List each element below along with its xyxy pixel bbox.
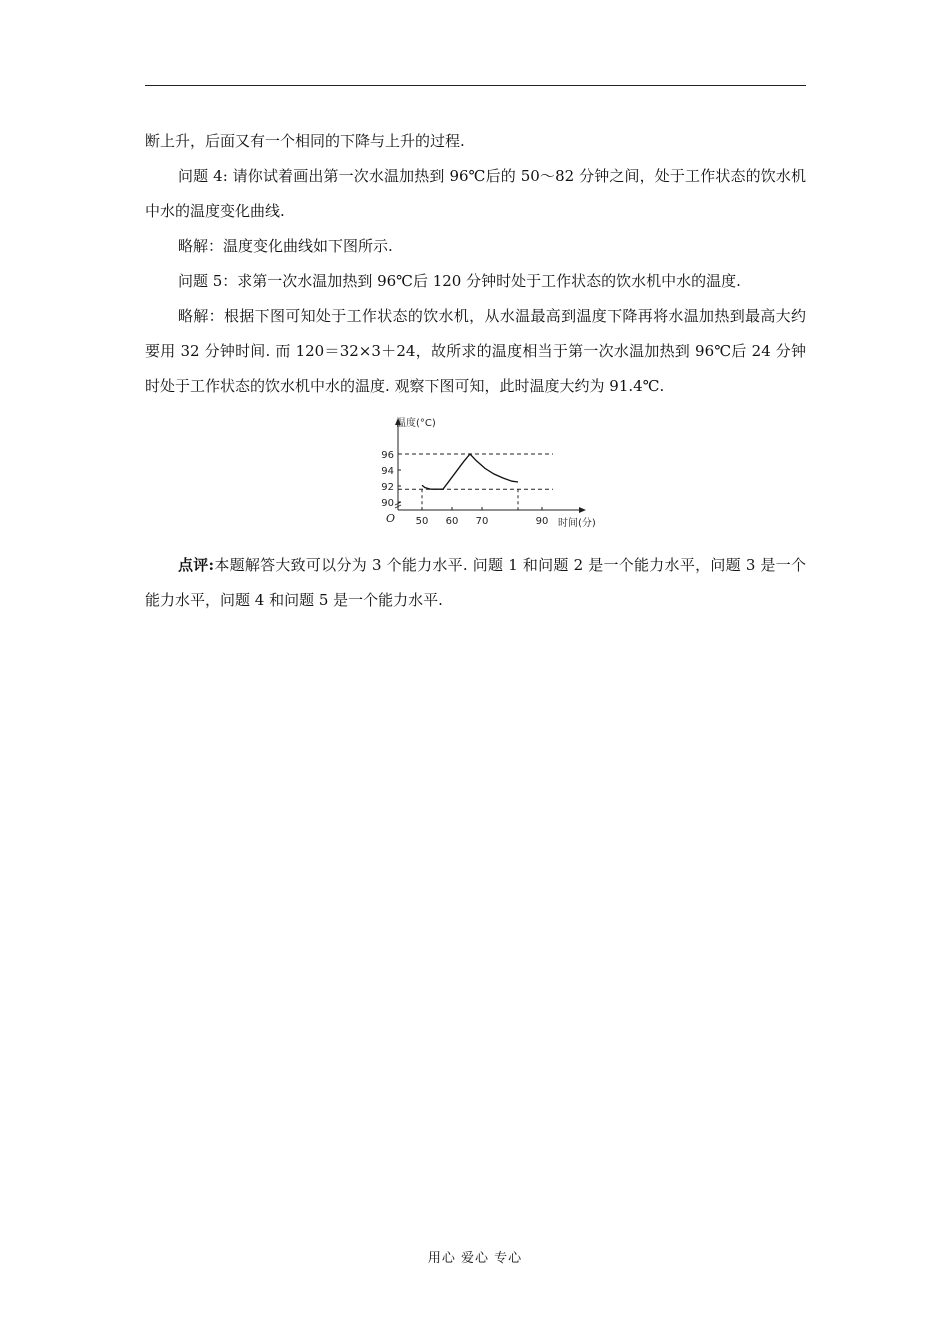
temperature-figure <box>145 412 806 542</box>
paragraph-question-4: 问题 4: 请你试着画出第一次水温加热到 96℃后的 50～82 分钟之间，处于工作状态的饮水机中水的温度变化曲线. <box>145 167 806 220</box>
comment-text: 本题解答大致可以分为 3 个能力水平. 问题 1 和问题 2 是一个能力水平，问题 3 是一个能力水平，问题 4 和问题 5 是一个能力水平. <box>145 556 807 609</box>
paragraph-answer-5: 略解：根据下图可知处于工作状态的饮水机，从水温最高到温度下降再将水温加热到最高大约要用 32 分钟时间. 而 120＝32×3＋24，故所求的温度相当于第一次水温加热到 96℃后 24 分钟时处于工作状态的饮水机中水的温度. 观察下图可知，此时温度大约为 91.4℃. <box>145 307 806 395</box>
x-tick-label-70: 70 <box>475 516 489 527</box>
document-body <box>145 124 806 618</box>
header-rule <box>145 85 806 86</box>
paragraph-question-5: 问题 5：求第一次水温加热到 96℃后 120 分钟时处于工作状态的饮水机中水的温度. <box>178 272 741 290</box>
temperature-curve <box>422 454 518 489</box>
comment-label: 点评: <box>178 556 215 574</box>
y-tick-label-96: 96 <box>381 450 394 461</box>
origin-label: O <box>386 512 396 525</box>
x-axis-arrow <box>579 507 586 513</box>
x-tick-label-60: 60 <box>445 516 459 527</box>
y-tick-label-90: 90 <box>381 498 394 509</box>
y-tick-label-94: 94 <box>381 466 394 477</box>
paragraph-1: 断上升，后面又有一个相同的下降与上升的过程. <box>145 132 465 150</box>
paragraph-answer-4: 略解：温度变化曲线如下图所示. <box>178 237 393 255</box>
y-axis-label: 温度(°C) <box>396 418 436 429</box>
x-tick-label-90: 90 <box>535 516 549 527</box>
y-tick-label-92: 92 <box>381 482 394 493</box>
temperature-chart <box>370 412 610 530</box>
page-footer: 用心 爱心 专心 <box>427 1251 523 1266</box>
x-tick-label-50: 50 <box>415 516 429 527</box>
x-axis-label: 时间(分) <box>558 518 596 529</box>
comment-paragraph <box>145 548 806 618</box>
